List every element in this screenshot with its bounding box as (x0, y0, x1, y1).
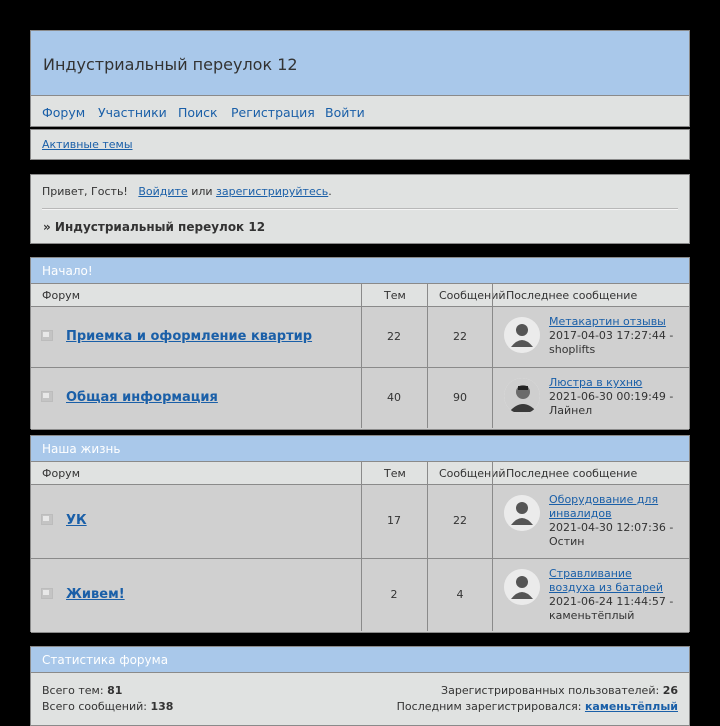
forum-status-icon (41, 330, 53, 341)
forum-status-icon (41, 391, 53, 402)
nav-members[interactable]: Участники (98, 105, 167, 120)
column-headers (31, 284, 689, 307)
last-post-link[interactable]: Метакартин отзывы (549, 315, 666, 328)
last-post-date: 2021-06-24 11:44:57 - (549, 595, 674, 608)
forum-link[interactable]: Общая информация (66, 390, 218, 405)
col-forum: Форум (42, 289, 80, 302)
column-divider (361, 284, 362, 428)
forum-row (31, 307, 689, 368)
forum-header (30, 30, 690, 96)
register-link[interactable]: зарегистрируйтесь (216, 185, 329, 198)
last-post-date: 2021-04-30 12:07:36 - (549, 521, 674, 534)
posts-count: 90 (453, 391, 467, 404)
stats-title: Статистика форума (42, 653, 169, 667)
col-topics: Тем (384, 467, 406, 480)
last-post-info (549, 376, 687, 418)
posts-count: 22 (453, 330, 467, 343)
or-text: или (191, 185, 213, 198)
category-title: Наша жизнь (42, 442, 121, 456)
greeting-text: Привет, Гость! (42, 185, 128, 198)
divider (42, 208, 678, 210)
column-headers (31, 462, 689, 485)
col-posts: Сообщений (439, 289, 506, 302)
forum-status-icon (41, 588, 53, 599)
last-post-author: Остин (549, 535, 585, 548)
topics-count: 2 (390, 588, 398, 601)
last-registered: Последним зарегистрировался: каменьтёплый (396, 700, 678, 713)
last-post-link[interactable]: Оборудование для инвалидов (549, 493, 659, 520)
forum-row (31, 559, 689, 633)
last-post-info (549, 493, 687, 549)
posts-count: 4 (456, 588, 464, 601)
category-block (30, 257, 690, 429)
posts-count: 22 (453, 514, 467, 527)
main-nav (30, 95, 690, 127)
topics-count: 40 (387, 391, 401, 404)
nav-register[interactable]: Регистрация (231, 105, 315, 120)
forum-row (31, 485, 689, 559)
default-avatar-icon (504, 317, 540, 353)
login-link[interactable]: Войдите (138, 185, 188, 198)
registered-users: Зарегистрированных пользователей: 26 (441, 684, 678, 697)
last-post-date: 2021-06-30 00:19:49 - (549, 390, 674, 403)
nav-search[interactable]: Поиск (178, 105, 218, 120)
nav-login[interactable]: Войти (325, 105, 365, 120)
forum-stats (30, 646, 690, 726)
last-post-author: Лайнел (549, 404, 593, 417)
column-divider (492, 284, 493, 428)
last-registered-user-link[interactable]: каменьтёплый (584, 700, 678, 713)
col-forum: Форум (42, 467, 80, 480)
forum-link[interactable]: Живем! (66, 587, 125, 602)
last-post-author: каменьтёплый (549, 609, 635, 622)
topics-count: 17 (387, 514, 401, 527)
col-posts: Сообщений (439, 467, 506, 480)
forum-row (31, 368, 689, 430)
sub-nav (30, 129, 690, 160)
last-post-link[interactable]: Стравливание воздуха из батарей (549, 567, 663, 594)
last-post-date: 2017-04-03 17:27:44 - (549, 329, 674, 342)
forum-link[interactable]: Приемка и оформление квартир (66, 329, 313, 344)
column-divider (361, 462, 362, 631)
category-title: Начало! (42, 264, 93, 278)
site-title: Индустриальный переулок 12 (43, 55, 298, 74)
last-post-info (549, 567, 687, 623)
greeting-line (42, 185, 332, 198)
total-topics: Всего тем: 81 (42, 684, 123, 697)
welcome-panel (30, 174, 690, 244)
topics-count: 22 (387, 330, 401, 343)
default-avatar-icon (504, 569, 540, 605)
category-header (31, 258, 689, 284)
forum-link[interactable]: УК (66, 513, 87, 528)
column-divider (492, 462, 493, 631)
forum-status-icon (41, 514, 53, 525)
category-header (31, 436, 689, 462)
col-topics: Тем (384, 289, 406, 302)
active-topics-link[interactable]: Активные темы (42, 138, 133, 151)
default-avatar-icon (504, 495, 540, 531)
breadcrumb: » Индустриальный переулок 12 (43, 220, 266, 234)
total-posts: Всего сообщений: 138 (42, 700, 174, 713)
last-post-link[interactable]: Люстра в кухню (549, 376, 643, 389)
column-divider (427, 284, 428, 428)
column-divider (427, 462, 428, 631)
stats-header (31, 647, 689, 673)
nav-forum[interactable]: Форум (42, 105, 86, 120)
period-text: . (328, 185, 332, 198)
last-post-info (549, 315, 687, 357)
last-post-author: shoplifts (549, 343, 596, 356)
col-last-post: Последнее сообщение (506, 467, 638, 480)
category-block (30, 435, 690, 632)
col-last-post: Последнее сообщение (506, 289, 638, 302)
user-photo-avatar (504, 378, 540, 414)
